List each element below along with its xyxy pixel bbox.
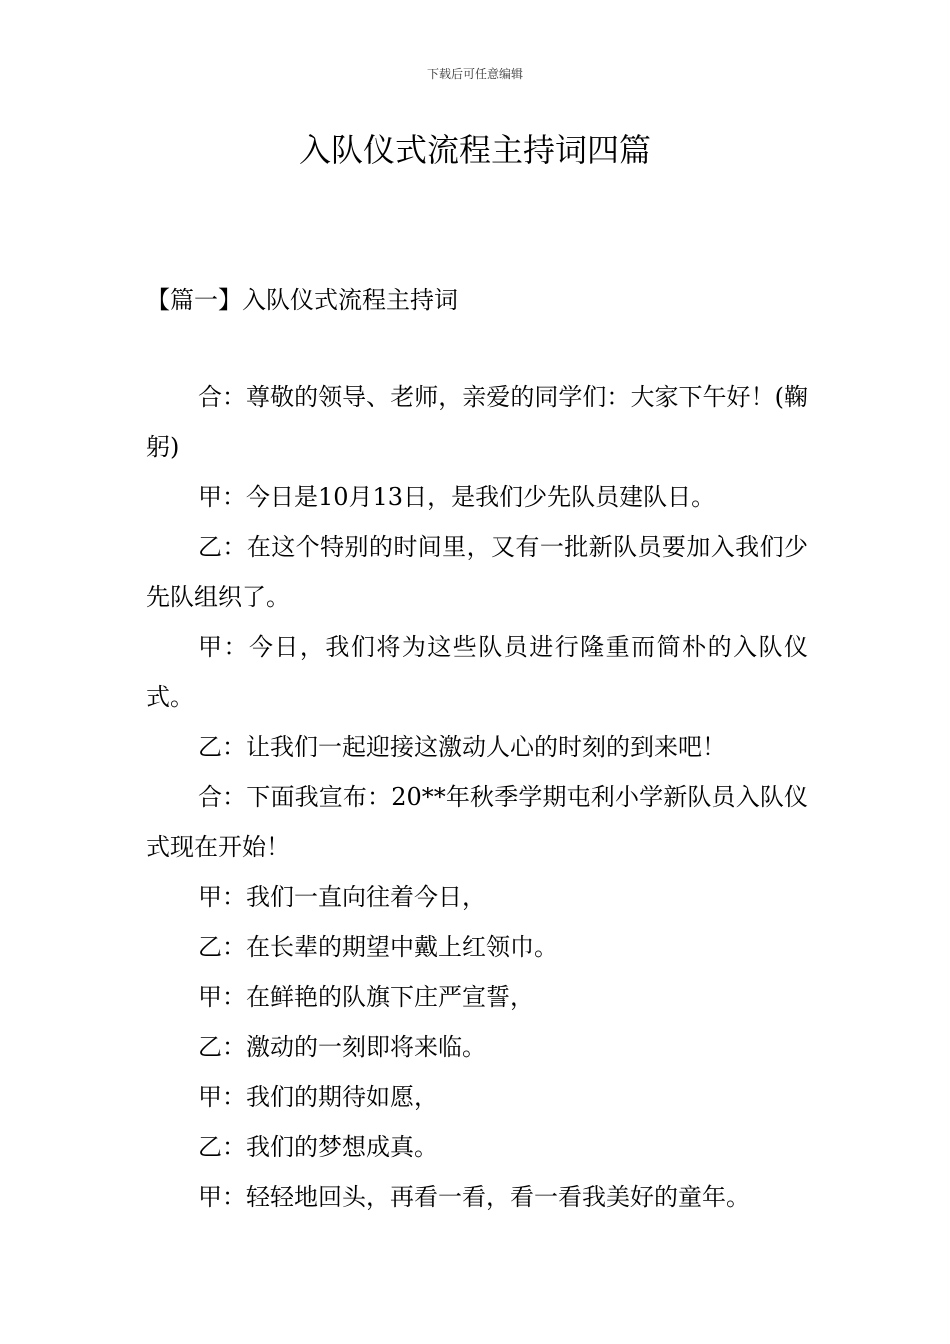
section-heading: 【篇一】入队仪式流程主持词 bbox=[146, 286, 458, 314]
document-body bbox=[146, 372, 808, 1222]
paragraph: 合：下面我宣布：20**年秋季学期屯利小学新队员入队仪式现在开始！ bbox=[146, 783, 808, 861]
paragraph: 甲：我们一直向往着今日， bbox=[198, 883, 486, 911]
paragraph: 甲：今日是10月13日，是我们少先队员建队日。 bbox=[198, 483, 716, 511]
paragraph: 甲：我们的期待如愿， bbox=[198, 1083, 438, 1111]
paragraph: 合：尊敬的领导、老师，亲爱的同学们：大家下午好！(鞠躬) bbox=[146, 383, 808, 461]
paragraph: 甲：轻轻地回头，再看一看，看一看我美好的童年。 bbox=[198, 1183, 750, 1211]
paragraph: 乙：在长辈的期望中戴上红领巾。 bbox=[198, 933, 558, 961]
paragraph: 乙：激动的一刻即将来临。 bbox=[198, 1033, 486, 1061]
paragraph: 甲：今日，我们将为这些队员进行隆重而简朴的入队仪式。 bbox=[146, 633, 808, 711]
paragraph: 乙：让我们一起迎接这激动人心的时刻的到来吧！ bbox=[198, 733, 726, 761]
paragraph: 乙：在这个特别的时间里，又有一批新队员要加入我们少先队组织了。 bbox=[146, 533, 808, 611]
paragraph: 甲：在鲜艳的队旗下庄严宣誓， bbox=[198, 983, 534, 1011]
header-note: 下载后可任意编辑 bbox=[426, 67, 523, 81]
paragraph: 乙：我们的梦想成真。 bbox=[198, 1133, 438, 1161]
document-title: 入队仪式流程主持词四篇 bbox=[298, 131, 651, 169]
